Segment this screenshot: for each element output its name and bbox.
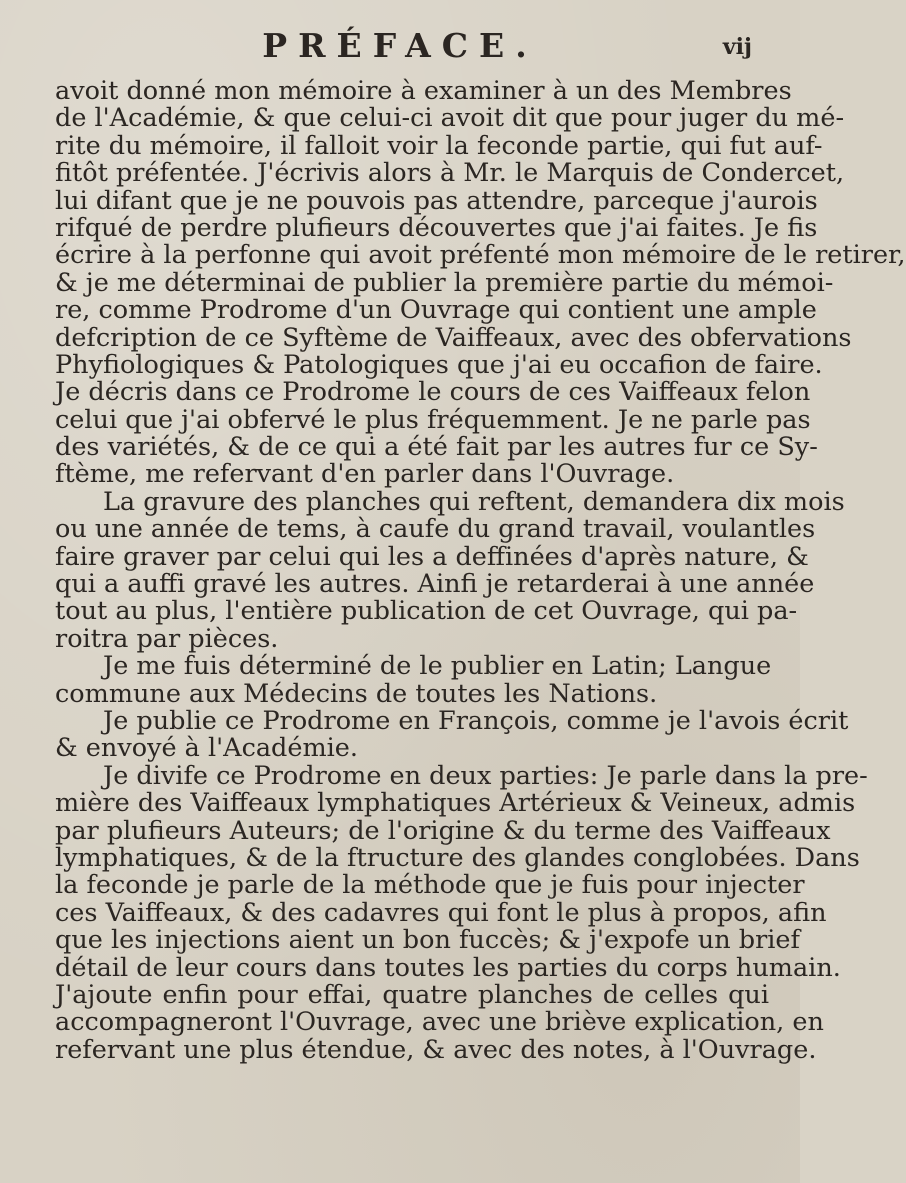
text-line: ou une année de tems, à caufe du grand travail, voulantles bbox=[55, 514, 816, 545]
text-line: rite du mémoire, il falloit voir la feconde partie, qui fut auf- bbox=[55, 130, 823, 161]
text-line: roitra par pièces. bbox=[55, 623, 279, 654]
text-line: la feconde je parle de la méthode que je fuis pour injecter bbox=[55, 870, 805, 901]
text-line: ftème, me refervant d'en parler dans l'Ouvrage. bbox=[55, 459, 675, 490]
text-line: détail de leur cours dans toutes les parties du corps humain. bbox=[55, 952, 841, 983]
text-line: La gravure des planches qui reftent, demandera dix mois bbox=[103, 486, 845, 517]
paragraph bbox=[55, 651, 772, 709]
text-line: écrire à la perfonne qui avoit préfenté mon mémoire de le retirer, bbox=[55, 240, 906, 271]
running-head: PRÉFACE. bbox=[262, 26, 538, 65]
text-line: re, comme Prodrome d'un Ouvrage qui contient une ample bbox=[55, 295, 817, 326]
text-line: par plufieurs Auteurs; de l'origine & du terme des Vaiffeaux bbox=[55, 815, 831, 846]
text-line: ces Vaiffeaux, & des cadavres qui font le plus à propos, afin bbox=[55, 897, 827, 928]
text-line: commune aux Médecins de toutes les Nations. bbox=[55, 678, 658, 709]
text-line: accompagneront l'Ouvrage, avec une briève explication, en bbox=[55, 1007, 824, 1038]
paragraph bbox=[55, 76, 906, 490]
text-line: avoit donné mon mémoire à examiner à un des Membres bbox=[55, 76, 792, 106]
text-line: fitôt préfentée. J'écrivis alors à Mr. le Marquis de Condercet, bbox=[55, 158, 845, 189]
paragraph bbox=[55, 486, 845, 654]
text-line: Je divife ce Prodrome en deux parties: Je parle dans la pre- bbox=[103, 760, 868, 791]
text-line: Je décris dans ce Prodrome le cours de ces Vaiffeaux felon bbox=[55, 377, 811, 408]
page-number: vij bbox=[722, 34, 752, 60]
text-line: celui que j'ai obfervé le plus fréquemment. Je ne parle pas bbox=[55, 404, 811, 435]
text-line: que les injections aient un bon fuccès; & j'expofe un brief bbox=[55, 925, 800, 956]
text-line: rifqué de perdre plufieurs découvertes que j'ai faites. Je fis bbox=[55, 212, 818, 243]
body-text bbox=[55, 76, 906, 1065]
text-line: Phyfiologiques & Patologiques que j'ai eu occafion de faire. bbox=[55, 349, 823, 380]
text-line: Je publie ce Prodrome en François, comme je l'avois écrit bbox=[103, 705, 849, 736]
paragraph bbox=[55, 760, 868, 1065]
text-line: & envoyé à l'Académie. bbox=[55, 733, 358, 764]
text-line: Je me fuis déterminé de le publier en Latin; Langue bbox=[103, 651, 772, 682]
text-line: lui difant que je ne pouvois pas attendre, parceque j'aurois bbox=[55, 185, 818, 216]
text-line: J'ajoute enfin pour effai, quatre planches de celles qui bbox=[55, 979, 769, 1010]
text-line: tout au plus, l'entière publication de cet Ouvrage, qui pa- bbox=[55, 596, 798, 627]
text-line: & je me déterminai de publier la première partie du mémoi- bbox=[55, 267, 834, 298]
text-line: defcription de ce Syftème de Vaiffeaux, avec des obfervations bbox=[55, 322, 852, 353]
text-line: lymphatiques, & de la ftructure des glandes conglobées. Dans bbox=[55, 842, 860, 873]
text-line: des variétés, & de ce qui a été fait par les autres fur ce Sy- bbox=[55, 432, 818, 463]
text-line: de l'Académie, & que celui-ci avoit dit que pour juger du mé- bbox=[55, 103, 845, 134]
text-line: mière des Vaiffeaux lymphatiques Artérieux & Veineux, admis bbox=[55, 788, 856, 819]
page-header bbox=[0, 26, 800, 66]
text-line: qui a auffi gravé les autres. Ainfi je retarderai à une année bbox=[55, 569, 815, 600]
text-line: faire graver par celui qui les a deffinées d'après nature, & bbox=[55, 541, 809, 572]
paragraph bbox=[55, 705, 849, 764]
text-line: refervant une plus étendue, & avec des notes, à l'Ouvrage. bbox=[55, 1034, 817, 1065]
